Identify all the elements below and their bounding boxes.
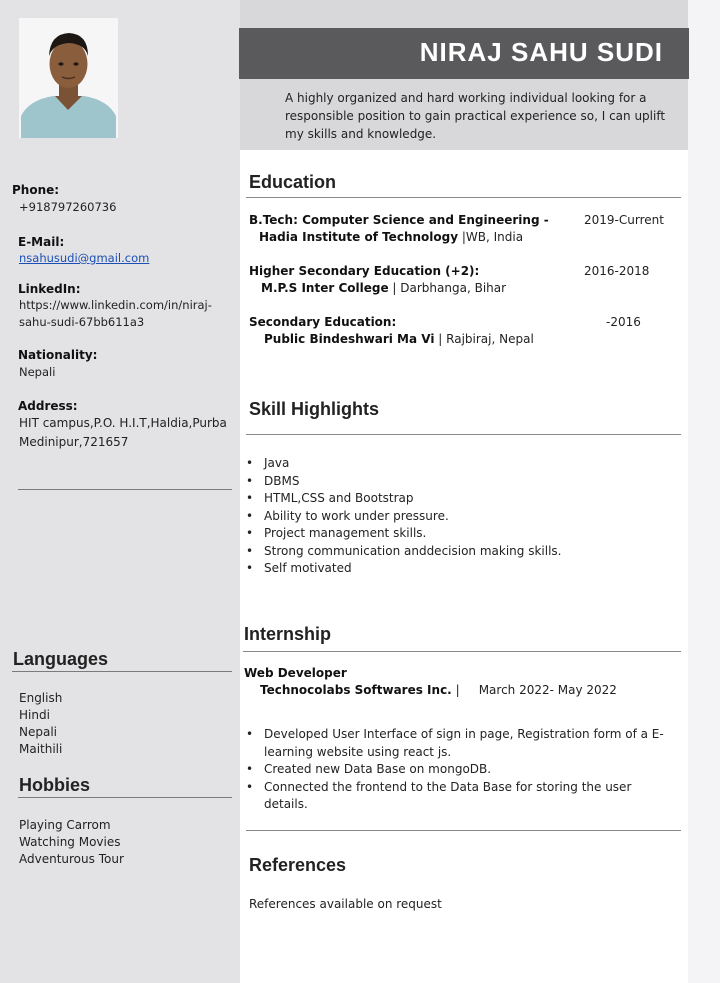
name-banner [239, 28, 689, 79]
references-text: References available on request [249, 897, 442, 911]
address-label: Address: [18, 399, 78, 413]
list-item: Playing Carrom [19, 818, 111, 832]
hobbies-divider [18, 797, 232, 798]
edu-school-2: M.P.S Inter College | Darbhanga, Bihar [261, 281, 507, 295]
list-item: • Project management skills. [246, 526, 427, 540]
internship-points [246, 726, 666, 814]
list-item: Nepali [19, 725, 57, 739]
list-item: • Connected the frontend to the Data Base for storing the user details. [246, 779, 632, 811]
languages-list [19, 690, 62, 758]
nationality-label: Nationality: [18, 348, 98, 362]
hobbies-list [19, 817, 124, 868]
education-heading: Education [249, 172, 337, 192]
references-heading: References [249, 855, 347, 875]
list-item: • HTML,CSS and Bootstrap [246, 491, 414, 505]
internship-heading: Internship [244, 624, 332, 644]
page-edge [688, 0, 720, 983]
languages-divider [12, 671, 232, 672]
contact-divider [18, 489, 232, 490]
edu-date-2: 2016-2018 [584, 264, 650, 278]
internship-end-rule [246, 830, 681, 831]
list-item: Maithili [19, 742, 63, 756]
summary-text: A highly organized and hard working individual looking for a responsible position to gain practical experience so, I can uplift my skills and knowledge. [285, 91, 666, 141]
list-item: • Developed User Interface of sign in page, Registration form of a E-learning website using react js. [246, 727, 664, 759]
address-line2: Medinipur,721657 [19, 435, 129, 449]
candidate-name: NIRAJ SAHU SUDI [419, 37, 663, 67]
linkedin-url-line1[interactable]: https://www.linkedin.com/in/niraj- [19, 298, 212, 312]
intern-role: Web Developer [244, 666, 347, 680]
edu-school-3: Public Bindeshwari Ma Vi | Rajbiraj, Nepal [264, 332, 534, 346]
nationality-value: Nepali [19, 365, 56, 379]
list-item: Hindi [19, 708, 50, 722]
edu-degree-3: Secondary Education: [249, 315, 397, 329]
phone-label: Phone: [12, 183, 60, 197]
hobbies-heading: Hobbies [19, 775, 91, 795]
linkedin-label: LinkedIn: [18, 282, 81, 296]
list-item: • Strong communication anddecision making skills. [246, 543, 562, 558]
address-line1: HIT campus,P.O. H.I.T,Haldia,Purba [19, 416, 227, 430]
list-item: • Self motivated [246, 561, 352, 575]
list-item: • Java [246, 456, 290, 470]
phone-value: +918797260736 [19, 200, 117, 214]
skills-rule [246, 434, 681, 435]
list-item: Adventurous Tour [19, 852, 124, 866]
edu-date-3: -2016 [606, 315, 641, 329]
edu-degree-2: Higher Secondary Education (+2): [249, 264, 480, 278]
skills-heading: Skill Highlights [249, 399, 380, 419]
list-item: • DBMS [246, 473, 300, 488]
list-item: • Ability to work under pressure. [246, 508, 449, 523]
education-rule [246, 197, 681, 198]
profile-photo [19, 18, 118, 138]
skills-list [246, 455, 561, 578]
list-item: English [19, 691, 63, 705]
intern-company: Technocolabs Softwares Inc. | March 2022- May 2022 [260, 683, 617, 697]
edu-school-1: Hadia Institute of Technology |WB, India [259, 230, 524, 244]
list-item: Watching Movies [19, 835, 121, 849]
edu-degree-1: B.Tech: Computer Science and Engineering - [249, 213, 549, 227]
languages-heading: Languages [13, 649, 109, 669]
email-label: E-Mail: [18, 235, 65, 249]
linkedin-url-line2[interactable]: sahu-sudi-67bb611a3 [19, 315, 145, 329]
internship-rule [243, 651, 681, 652]
avatar-portrait-icon [19, 18, 118, 138]
edu-date-1: 2019-Current [584, 213, 664, 227]
email-link[interactable]: nsahusudi@gmail.com [19, 251, 150, 265]
list-item: • Created new Data Base on mongoDB. [246, 762, 492, 776]
